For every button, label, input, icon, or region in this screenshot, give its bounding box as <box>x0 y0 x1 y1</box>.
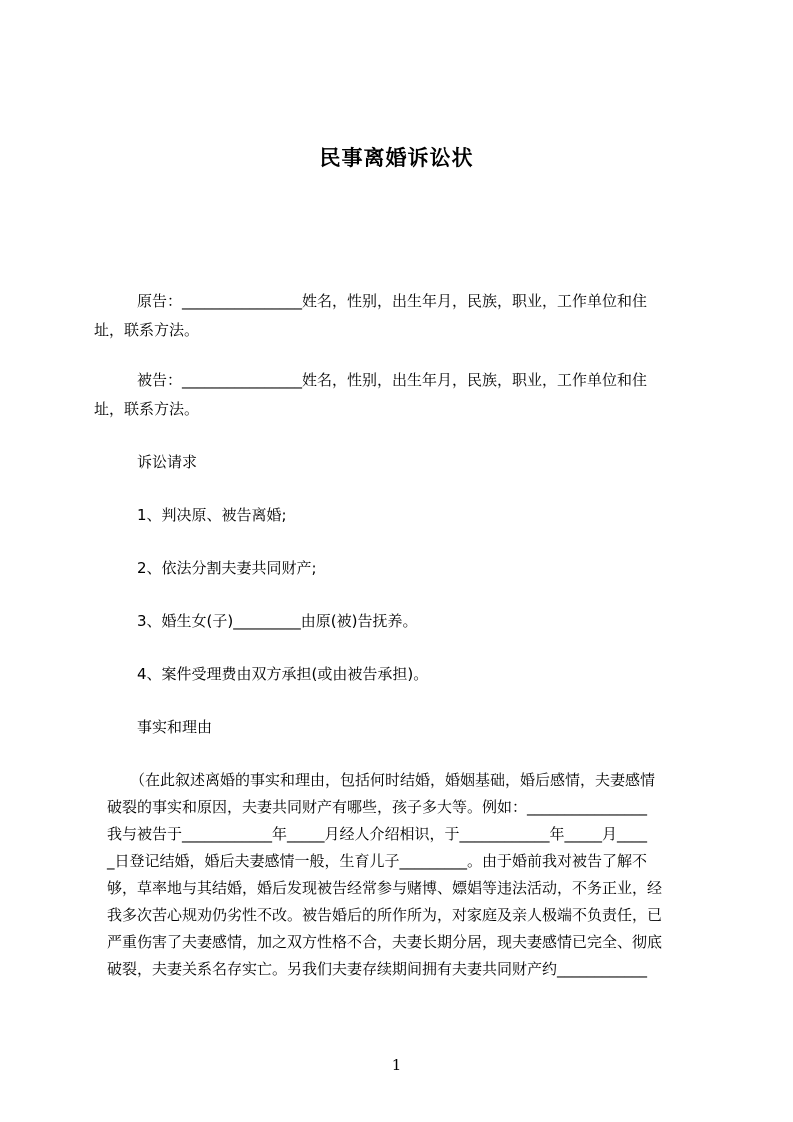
defendant-line-1: 被告：________________姓名，性别，出生年月，民族，职业，工作单位和住 <box>137 371 648 389</box>
claims-heading: 诉讼请求 <box>137 453 198 471</box>
page-number: 1 <box>391 1056 402 1074</box>
facts-line: （在此叙述离婚的事实和理由，包括何时结婚，婚姻基础，婚后感情，夫妻感情 <box>130 771 656 789</box>
document-title: 民事离婚诉讼状 <box>319 146 474 170</box>
claim-item: 3、婚生女(子)_________由原(被)告抚养。 <box>137 612 418 630</box>
claim-item: 2、依法分割夫妻共同财产; <box>137 559 317 577</box>
plaintiff-line-2: 址，联系方法。 <box>94 321 200 339</box>
facts-line: 严重伤害了夫妻感情，加之双方性格不合，夫妻长期分居，现夫妻感情已完全、彻底 <box>107 933 663 951</box>
claim-item: 1、判决原、被告离婚; <box>137 506 287 524</box>
defendant-line-2: 址，联系方法。 <box>94 400 200 418</box>
facts-line: 破裂，夫妻关系名存实亡。另我们夫妻存续期间拥有夫妻共同财产约____________ <box>107 960 648 978</box>
facts-line: 够，草率地与其结婚，婚后发现被告经常参与赌博、嫖娼等违法活动，不务正业，经 <box>107 879 663 897</box>
facts-heading: 事实和理由 <box>137 718 213 736</box>
facts-line: 我与被告于____________年_____月经人介绍相识，于____________年_____月____ <box>107 825 648 843</box>
facts-line: _日登记结婚，婚后夫妻感情一般，生育儿子_________。由于婚前我对被告了解不 <box>107 852 648 870</box>
claim-item: 4、案件受理费由双方承担(或由被告承担)。 <box>137 665 429 683</box>
facts-line: 我多次苦心规劝仍劣性不改。被告婚后的所作所为，对家庭及亲人极端不负责任，已 <box>107 906 663 924</box>
facts-line: 破裂的事实和原因，夫妻共同财产有哪些，孩子多大等。例如：________________ <box>107 798 648 816</box>
plaintiff-line-1: 原告：________________姓名，性别，出生年月，民族，职业，工作单位和住 <box>137 292 648 310</box>
